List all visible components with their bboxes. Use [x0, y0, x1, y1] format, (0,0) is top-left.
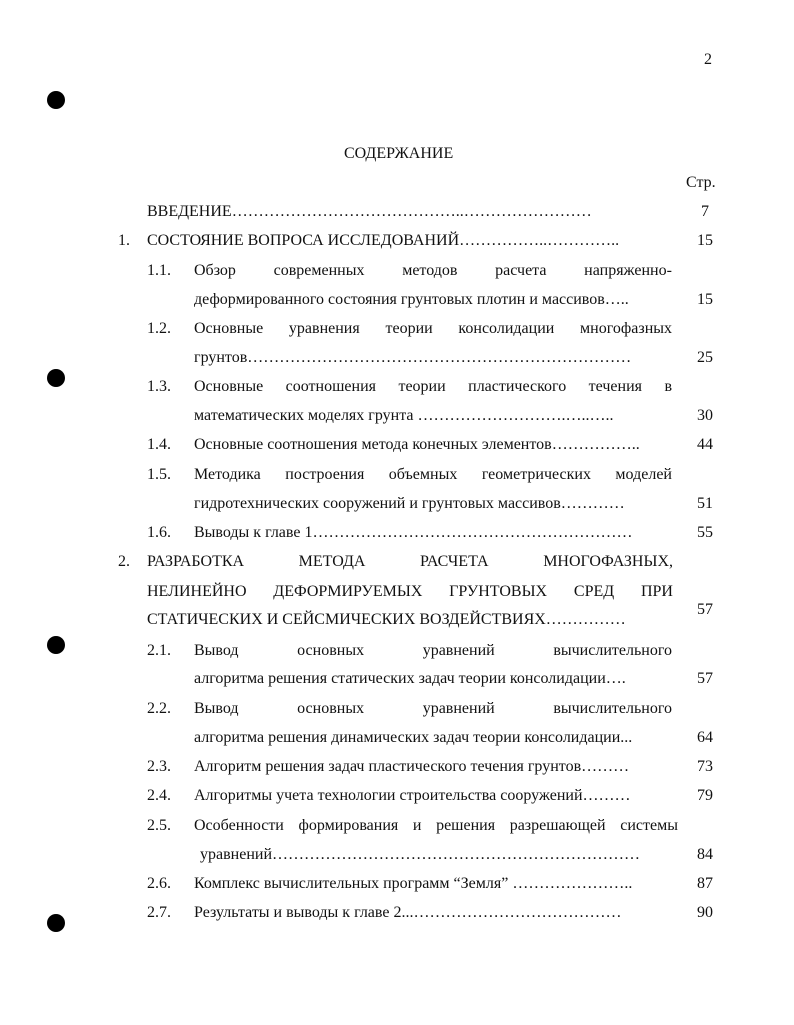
section-2-2-line2[interactable]: алгоритма решения динамических задач теории консолидации... — [194, 729, 633, 746]
section-2-1-line1[interactable] — [194, 642, 672, 660]
section-number: 1.1. — [147, 262, 171, 279]
word: геометрических — [481, 466, 591, 483]
toc-page: 15 — [697, 232, 713, 249]
section-number: 2.7. — [147, 904, 171, 921]
word: уравнений — [422, 700, 495, 717]
section-2-4-title[interactable]: Алгоритмы учета технологии строительства сооружений……… — [194, 787, 631, 804]
word: напряженно- — [584, 262, 672, 279]
toc-page: 15 — [697, 291, 713, 308]
section-2-5-line2[interactable]: уравнений…………………………………………………………… — [200, 846, 641, 863]
word: Обзор — [194, 262, 236, 279]
toc-intro[interactable] — [147, 203, 695, 221]
chapter-2-title-line2[interactable] — [147, 583, 673, 601]
word: в — [664, 378, 672, 395]
toc-page: 30 — [697, 407, 713, 424]
word: СРЕД — [573, 583, 615, 600]
section-number: 2.1. — [147, 642, 171, 659]
section-number: 1.5. — [147, 466, 171, 483]
word: НЕЛИНЕЙНО — [147, 583, 247, 600]
word: разрешающей — [509, 817, 606, 834]
toc-page: 84 — [697, 846, 713, 863]
word: Особенности — [194, 817, 284, 834]
word: методов — [402, 262, 458, 279]
word: РАЗРАБОТКА — [147, 553, 245, 570]
word: Основные — [194, 378, 264, 395]
word: вычислительного — [553, 700, 672, 717]
punch-hole — [47, 914, 65, 932]
section-1-3-line2[interactable]: математических моделях грунта ……………………….…..….. — [194, 407, 614, 424]
toc-page: 87 — [697, 875, 713, 892]
section-1-4-title[interactable]: Основные соотношения метода конечных элементов…………….. — [194, 436, 640, 453]
word: ПРИ — [640, 583, 673, 600]
page-column-header: Стр. — [686, 174, 716, 191]
toc-page: 57 — [697, 670, 713, 687]
word: консолидации — [458, 320, 555, 337]
word: системы — [620, 817, 678, 834]
word: решения — [436, 817, 496, 834]
chapter-1-title[interactable]: СОСТОЯНИЕ ВОПРОСА ИССЛЕДОВАНИЙ……………..………….. — [147, 232, 620, 249]
punch-hole — [47, 636, 65, 654]
word: построения — [285, 466, 365, 483]
section-1-2-line1[interactable] — [194, 320, 672, 338]
toc-page: 55 — [697, 524, 713, 541]
section-number: 2.2. — [147, 700, 171, 717]
word: ГРУНТОВЫХ — [449, 583, 548, 600]
section-number: 1.6. — [147, 524, 171, 541]
chapter-2-title-line3[interactable]: СТАТИЧЕСКИХ И СЕЙСМИЧЕСКИХ ВОЗДЕЙСТВИЯХ…………… — [147, 611, 626, 628]
page-number: 2 — [704, 51, 712, 68]
punch-hole — [47, 91, 65, 109]
word: Методика — [194, 466, 261, 483]
page-title: СОДЕРЖАНИЕ — [344, 145, 454, 162]
section-2-6-title[interactable]: Комплекс вычислительных программ “Земля” ………………….. — [194, 875, 633, 892]
section-number: 2.6. — [147, 875, 171, 892]
chapter-2-title-line1[interactable] — [147, 553, 673, 571]
section-1-1-line2[interactable]: деформированного состояния грунтовых плотин и массивов….. — [194, 291, 629, 308]
toc-entry-text: ВВЕДЕНИЕ……………………………………..…………………… — [147, 203, 592, 220]
section-number: 2.3. — [147, 758, 171, 775]
word: формирования — [298, 817, 399, 834]
word: ДЕФОРМИРУЕМЫХ — [273, 583, 423, 600]
toc-page: 73 — [697, 758, 713, 775]
word: теории — [385, 320, 433, 337]
word: основных — [297, 700, 365, 717]
word: течения — [588, 378, 642, 395]
word: вычислительного — [553, 642, 672, 659]
section-1-1-line1[interactable] — [194, 262, 672, 280]
word: пластического — [468, 378, 567, 395]
section-number: 2.5. — [147, 817, 171, 834]
section-number: 2.4. — [147, 787, 171, 804]
section-2-1-line2[interactable]: алгоритма решения статических задач теории консолидации…. — [194, 670, 626, 687]
toc-page: 79 — [697, 787, 713, 804]
section-2-2-line1[interactable] — [194, 700, 672, 718]
toc-page: 51 — [697, 495, 713, 512]
section-number: 1.3. — [147, 378, 171, 395]
word: МЕТОДА — [298, 553, 366, 570]
section-1-2-line2[interactable]: грунтов……………………………………………………………… — [194, 349, 632, 366]
word: современных — [273, 262, 365, 279]
section-number: 1.2. — [147, 320, 171, 337]
word: уравнений — [422, 642, 495, 659]
section-1-5-line1[interactable] — [194, 466, 672, 484]
section-1-5-line2[interactable]: гидротехнических сооружений и грунтовых массивов………… — [194, 495, 625, 512]
word: и — [412, 817, 422, 834]
toc-page: 64 — [697, 729, 713, 746]
word: основных — [297, 642, 365, 659]
word: Вывод — [194, 642, 239, 659]
section-2-3-title[interactable]: Алгоритм решения задач пластического течения грунтов……… — [194, 758, 630, 775]
word: МНОГОФАЗНЫХ, — [543, 553, 673, 570]
word: объемных — [388, 466, 458, 483]
word: соотношения — [285, 378, 376, 395]
toc-page: 57 — [697, 601, 713, 618]
chapter-number: 2. — [118, 553, 130, 570]
toc-page: 7 — [701, 203, 709, 220]
section-1-3-line1[interactable] — [194, 378, 672, 396]
toc-page: 25 — [697, 349, 713, 366]
section-2-7-title[interactable]: Результаты и выводы к главе 2...………………………………… — [194, 904, 622, 921]
section-1-6-title[interactable]: Выводы к главе 1…………………………………………………… — [194, 524, 633, 541]
chapter-number: 1. — [118, 232, 130, 249]
section-2-5-line1[interactable] — [194, 817, 678, 835]
word: Основные — [194, 320, 264, 337]
punch-hole — [47, 369, 65, 387]
section-number: 1.4. — [147, 436, 171, 453]
word: уравнения — [288, 320, 360, 337]
word: Вывод — [194, 700, 239, 717]
word: РАСЧЕТА — [420, 553, 489, 570]
toc-page: 44 — [697, 436, 713, 453]
word: теории — [398, 378, 446, 395]
word: многофазных — [580, 320, 672, 337]
toc-page: 90 — [697, 904, 713, 921]
word: моделей — [615, 466, 672, 483]
word: расчета — [495, 262, 547, 279]
